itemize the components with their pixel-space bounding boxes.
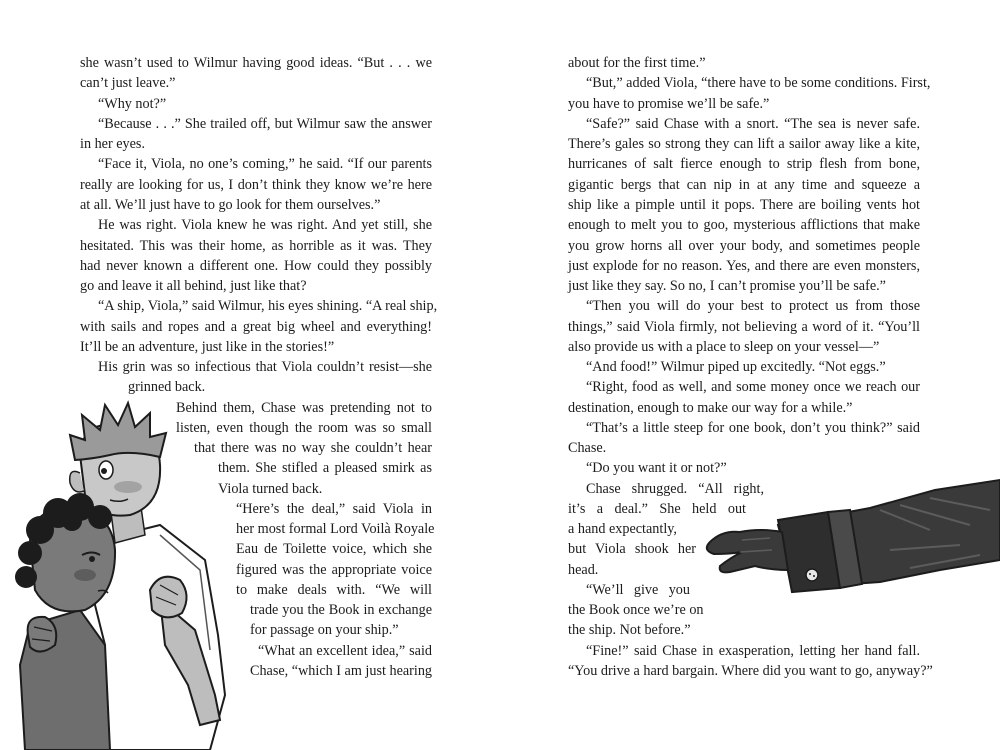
text-line: go and leave it all behind, just like that?	[80, 278, 307, 294]
text-line: “That’s a little steep for one book, don’t you think?” said	[586, 420, 920, 436]
text-line: also provide us with a place to sleep on your vessel—”	[568, 339, 880, 355]
text-line: “Fine!” said Chase in exasperation, letting her hand fall.	[586, 643, 920, 659]
text-line: gigantic bergs that can nip in at any time and squeeze a	[568, 177, 920, 193]
text-line: “What an excellent idea,” said	[258, 643, 432, 659]
text-line: trade you the Book in exchange	[250, 602, 432, 618]
text-line: them. She stifled a pleased smirk as	[218, 460, 432, 476]
text-line: in her eyes.	[80, 136, 146, 152]
text-line: Eau de Toilette voice, which she	[236, 541, 432, 557]
text-line: It’ll be an adventure, just like in the stories!”	[80, 339, 335, 355]
text-line: her most formal Lord Voilà Royale	[236, 521, 435, 537]
text-line: Behind them, Chase was pretending not to	[176, 400, 432, 416]
text-line: “Safe?” said Chase with a snort. “The sea is never safe.	[586, 116, 920, 132]
text-line: things,” said Viola firmly, not believing a word of it. “You’ll	[568, 319, 920, 335]
text-line: the Book once we’re on	[568, 602, 704, 618]
text-line: “A ship, Viola,” said Wilmur, his eyes shining. “A real ship,	[98, 298, 438, 314]
text-line: “Do you want it or not?”	[586, 460, 727, 476]
text-line: ship like a pimple until it pops. There are boiling vents hot	[568, 197, 920, 213]
text-line: Chase.	[568, 440, 607, 456]
text-line: He was right. Viola knew he was right. And yet still, she	[98, 217, 432, 233]
text-line: she wasn’t used to Wilmur having good ideas. “But . . . we	[80, 55, 432, 71]
text-line: Viola turned back.	[218, 481, 323, 497]
text-line: but Viola shook her	[568, 541, 696, 557]
text-line: hesitated. This was their home, as horrible as it was. They	[80, 238, 432, 254]
text-line: “But,” added Viola, “there have to be some conditions. First,	[586, 75, 931, 91]
text-line: “And food!” Wilmur piped up excitedly. “Not eggs.”	[586, 359, 886, 375]
text-line: listen, even though the room was so small	[176, 420, 432, 436]
text-line: with sails and ropes and a great big wheel and everything!	[80, 319, 432, 335]
text-line: Chase shrugged. “All right,	[586, 481, 764, 497]
text-line: “Why not?”	[98, 96, 167, 112]
text-line: had never known a different one. How could they possibly	[80, 258, 432, 274]
text-line: “You drive a hard bargain. Where did you want to go, anyway?”	[568, 663, 933, 679]
text-line: “We’ll give you	[586, 582, 690, 598]
chase-arm-illustration	[700, 470, 1000, 610]
text-line: can’t just leave.”	[80, 75, 176, 91]
text-line: about for the first time.”	[568, 55, 706, 71]
text-line: at all. We’ll just have to go look for them ourselves.”	[80, 197, 381, 213]
text-line: “Because . . .” She trailed off, but Wilmur saw the answer	[98, 116, 432, 132]
text-line: grinned back.	[128, 379, 206, 395]
text-line: it’s a deal.” She held out	[568, 501, 746, 517]
text-line: just explode for no reason. Yes, and there are even monsters,	[568, 258, 920, 274]
text-line: destination, enough to make our way for a while.”	[568, 400, 853, 416]
text-line: a hand expectantly,	[568, 521, 677, 537]
text-line: hurricanes of salt fierce enough to strip flesh from bone,	[568, 156, 920, 172]
text-line: for passage on your ship.”	[250, 622, 399, 638]
text-line: you have to promise we’ll be safe.”	[568, 96, 770, 112]
text-line: you grow horns all over your body, and sometimes people	[568, 238, 920, 254]
text-line: “Face it, Viola, no one’s coming,” he said. “If our parents	[98, 156, 432, 172]
text-line: There’s gales so strong they can lift a sailor away like a kite,	[568, 136, 920, 152]
text-line: enough to melt you to goo, mysterious afflictions that make	[568, 217, 920, 233]
text-line: His grin was so infectious that Viola couldn’t resist—she	[98, 359, 432, 375]
text-line: figured was the appropriate voice	[236, 562, 432, 578]
text-line: Chase, “which I am just hearing	[250, 663, 433, 679]
text-line: “Right, food as well, and some money once we reach our	[586, 379, 920, 395]
text-line: the ship. Not before.”	[568, 622, 691, 638]
text-line: “Here’s the deal,” said Viola in	[236, 501, 432, 517]
text-line: to make deals with. “We will	[236, 582, 432, 598]
text-line: head.	[568, 562, 599, 578]
wilmur-viola-illustration	[10, 395, 235, 750]
text-line: really are looking for us, I don’t think they know we’re here	[80, 177, 432, 193]
text-line: that there was no way she couldn’t hear	[194, 440, 432, 456]
text-line: “Then you will do your best to protect us from those	[586, 298, 920, 314]
text-line: just like they say. So no, I can’t promise you’ll be safe.”	[568, 278, 886, 294]
